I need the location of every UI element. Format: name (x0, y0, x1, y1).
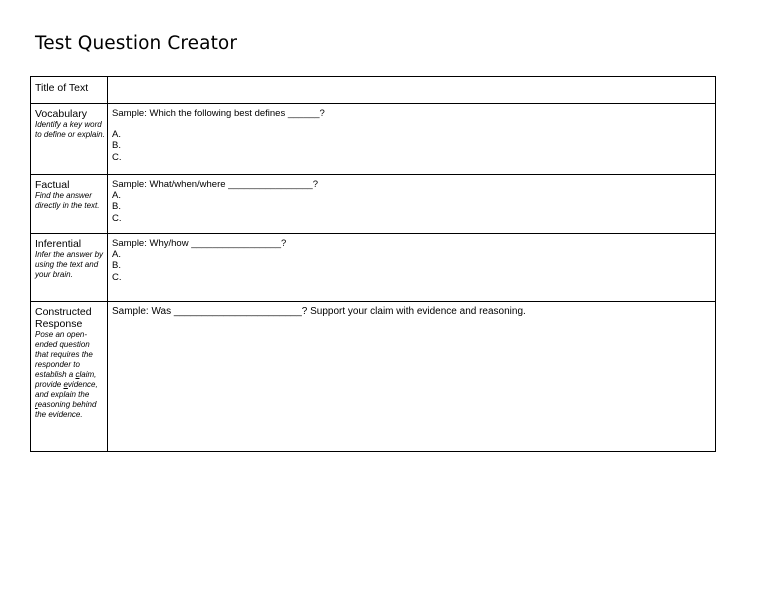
constructed-response-hint (35, 330, 107, 420)
factual-label: Factual (35, 179, 70, 191)
factual-sample: Sample: What/when/where ________________? (112, 179, 318, 190)
cr-hint-e: e (63, 380, 68, 389)
cr-hint-r: r (35, 400, 38, 409)
factual-option-a: A. (112, 190, 121, 201)
vocabulary-option-b: B. (112, 140, 121, 152)
title-of-text-label: Title of Text (35, 82, 89, 94)
factual-hint: Find the answer directly in the text. (35, 191, 100, 210)
vocabulary-row (31, 104, 716, 175)
title-of-text-row (31, 77, 716, 104)
vocabulary-sample: Sample: Which the following best defines ______? (112, 108, 325, 119)
question-table (30, 76, 716, 452)
inferential-option-c: C. (112, 271, 122, 283)
inferential-row (31, 234, 716, 302)
factual-option-b: B. (112, 201, 121, 213)
cr-hint-claim: laim, provide (35, 370, 97, 389)
cr-hint-c: c (75, 370, 80, 379)
inferential-sample: Sample: Why/how _________________? (112, 238, 287, 249)
constructed-response-row (31, 302, 716, 452)
cr-hint-reasoning: easoning behind the evidence. (35, 400, 97, 419)
inferential-hint: Infer the answer by using the text and your brain. (35, 250, 104, 279)
inferential-label-cell (31, 234, 108, 302)
cr-hint-intro: Pose an open-ended question that requires the responder to establish a (35, 330, 93, 379)
constructed-response-label-cell (31, 302, 108, 452)
page-title: Test Question Creator (35, 33, 238, 54)
constructed-response-content-cell[interactable] (108, 302, 716, 452)
vocabulary-hint: Identify a key word to define or explain. (35, 120, 105, 139)
inferential-option-a: A. (112, 249, 121, 260)
inferential-option-b: B. (112, 260, 121, 272)
inferential-label: Inferential (35, 238, 82, 250)
constructed-response-sample: Sample: Was _______________________? Support your claim with evidence and reasoning. (112, 306, 526, 317)
vocabulary-content-cell[interactable] (108, 104, 716, 175)
factual-row (31, 175, 716, 234)
title-of-text-label-cell (31, 77, 108, 104)
cr-hint-evidence: vidence, and explain the (35, 380, 98, 399)
constructed-response-label: Constructed Response (35, 306, 92, 330)
inferential-content-cell[interactable] (108, 234, 716, 302)
factual-content-cell[interactable] (108, 175, 716, 234)
title-of-text-field[interactable] (108, 77, 716, 104)
vocabulary-label: Vocabulary (35, 108, 87, 120)
vocabulary-option-a: A. (112, 129, 121, 140)
vocabulary-option-c: C. (112, 151, 122, 163)
vocabulary-label-cell (31, 104, 108, 175)
factual-option-c: C. (112, 212, 122, 224)
factual-label-cell (31, 175, 108, 234)
